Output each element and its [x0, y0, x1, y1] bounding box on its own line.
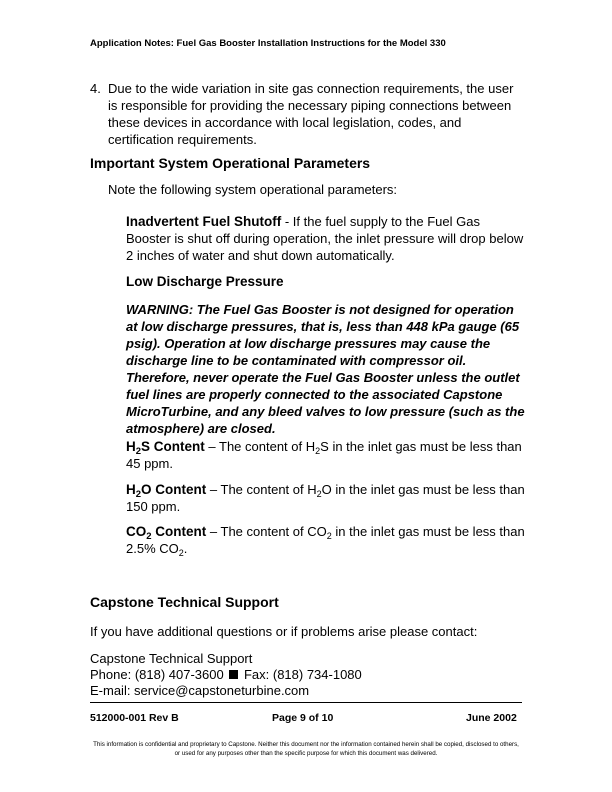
param-h2s-content — [126, 438, 526, 472]
support-name: Capstone Technical Support — [90, 651, 253, 666]
param-h2o-label: $H_2O$ Content — [126, 482, 207, 500]
section-heading-support: Capstone Technical Support — [90, 594, 279, 610]
support-phone: Phone: (818) 407-3600 — [90, 667, 224, 682]
warning-text: WARNING: The Fuel Gas Booster is not designed for operation at low discharge pressures, that is, less than 448 kPa gauge (65 psig). Operation at low discharge pressures may cause the discharge line to be contaminated with compressor oil. Therefore, never operate the Fuel Gas Booster unless the outlet fuel lines are properly connected to the associated Capstone MicroTurbine, and any bleed valves to low pressure (such as the atmosphere) are closed. — [126, 302, 525, 436]
param-h2s-text: – The content of $H_2S$ in the inlet gas must be less than 45 ppm. — [126, 439, 522, 471]
param-fuel-shutoff-text: - If the fuel supply to the Fuel Gas Booster is shut off during operation, the inlet pressure will drop below 2 inches of water and shut down automatically. — [126, 214, 524, 263]
param-h2o-content — [126, 481, 526, 515]
footer-doc-number: 512000-001 Rev B — [90, 712, 179, 724]
parameters-intro: Note the following system operational parameters: — [108, 182, 398, 197]
support-phone-fax-line — [90, 667, 362, 683]
footer-page-number: Page 9 of 10 — [272, 712, 334, 724]
support-intro: If you have additional questions or if problems arise please contact: — [90, 624, 478, 639]
footer-disclaimer: This information is confidential and proprietary to Capstone. Neither this document nor the information contained herein shall be copied, disclosed to others, or used for any purposes other than the specific purpose for which this document was delivered. — [93, 741, 519, 757]
page-header: Application Notes: Fuel Gas Booster Installation Instructions for the Model 330 — [90, 38, 446, 49]
param-low-discharge-heading: Low Discharge Pressure — [126, 274, 284, 289]
param-h2s-label: $H_2S$ Content — [126, 439, 205, 457]
param-co2-content — [126, 523, 526, 557]
footer-divider — [90, 702, 522, 703]
param-fuel-shutoff-label: Inadvertent Fuel Shutoff — [126, 214, 282, 229]
support-contact-block — [90, 651, 362, 699]
support-email: E-mail: service@capstoneturbine.com — [90, 683, 310, 698]
square-bullet-icon — [229, 670, 238, 679]
footer-date: June 2002 — [466, 712, 517, 724]
param-h2o-text: – The content of $H_2O$ in the inlet gas must be less than 150 ppm. — [126, 482, 525, 514]
list-item-text: Due to the wide variation in site gas connection requirements, the user is responsible for providing the necessary piping connections between these devices in accordance with local legislation, codes, and certification requirements. — [108, 81, 514, 147]
section-heading-parameters: Important System Operational Parameters — [90, 155, 371, 171]
param-co2-label: $CO_2$ Content — [126, 524, 207, 542]
param-co2-text: – The content of $CO_2$ in the inlet gas must be less than 2.5% $CO_2$. — [126, 524, 525, 558]
list-item-4 — [90, 80, 520, 148]
param-fuel-shutoff — [126, 213, 526, 264]
list-item-number: 4. — [90, 81, 101, 96]
support-fax: Fax: (818) 734-1080 — [243, 667, 362, 682]
